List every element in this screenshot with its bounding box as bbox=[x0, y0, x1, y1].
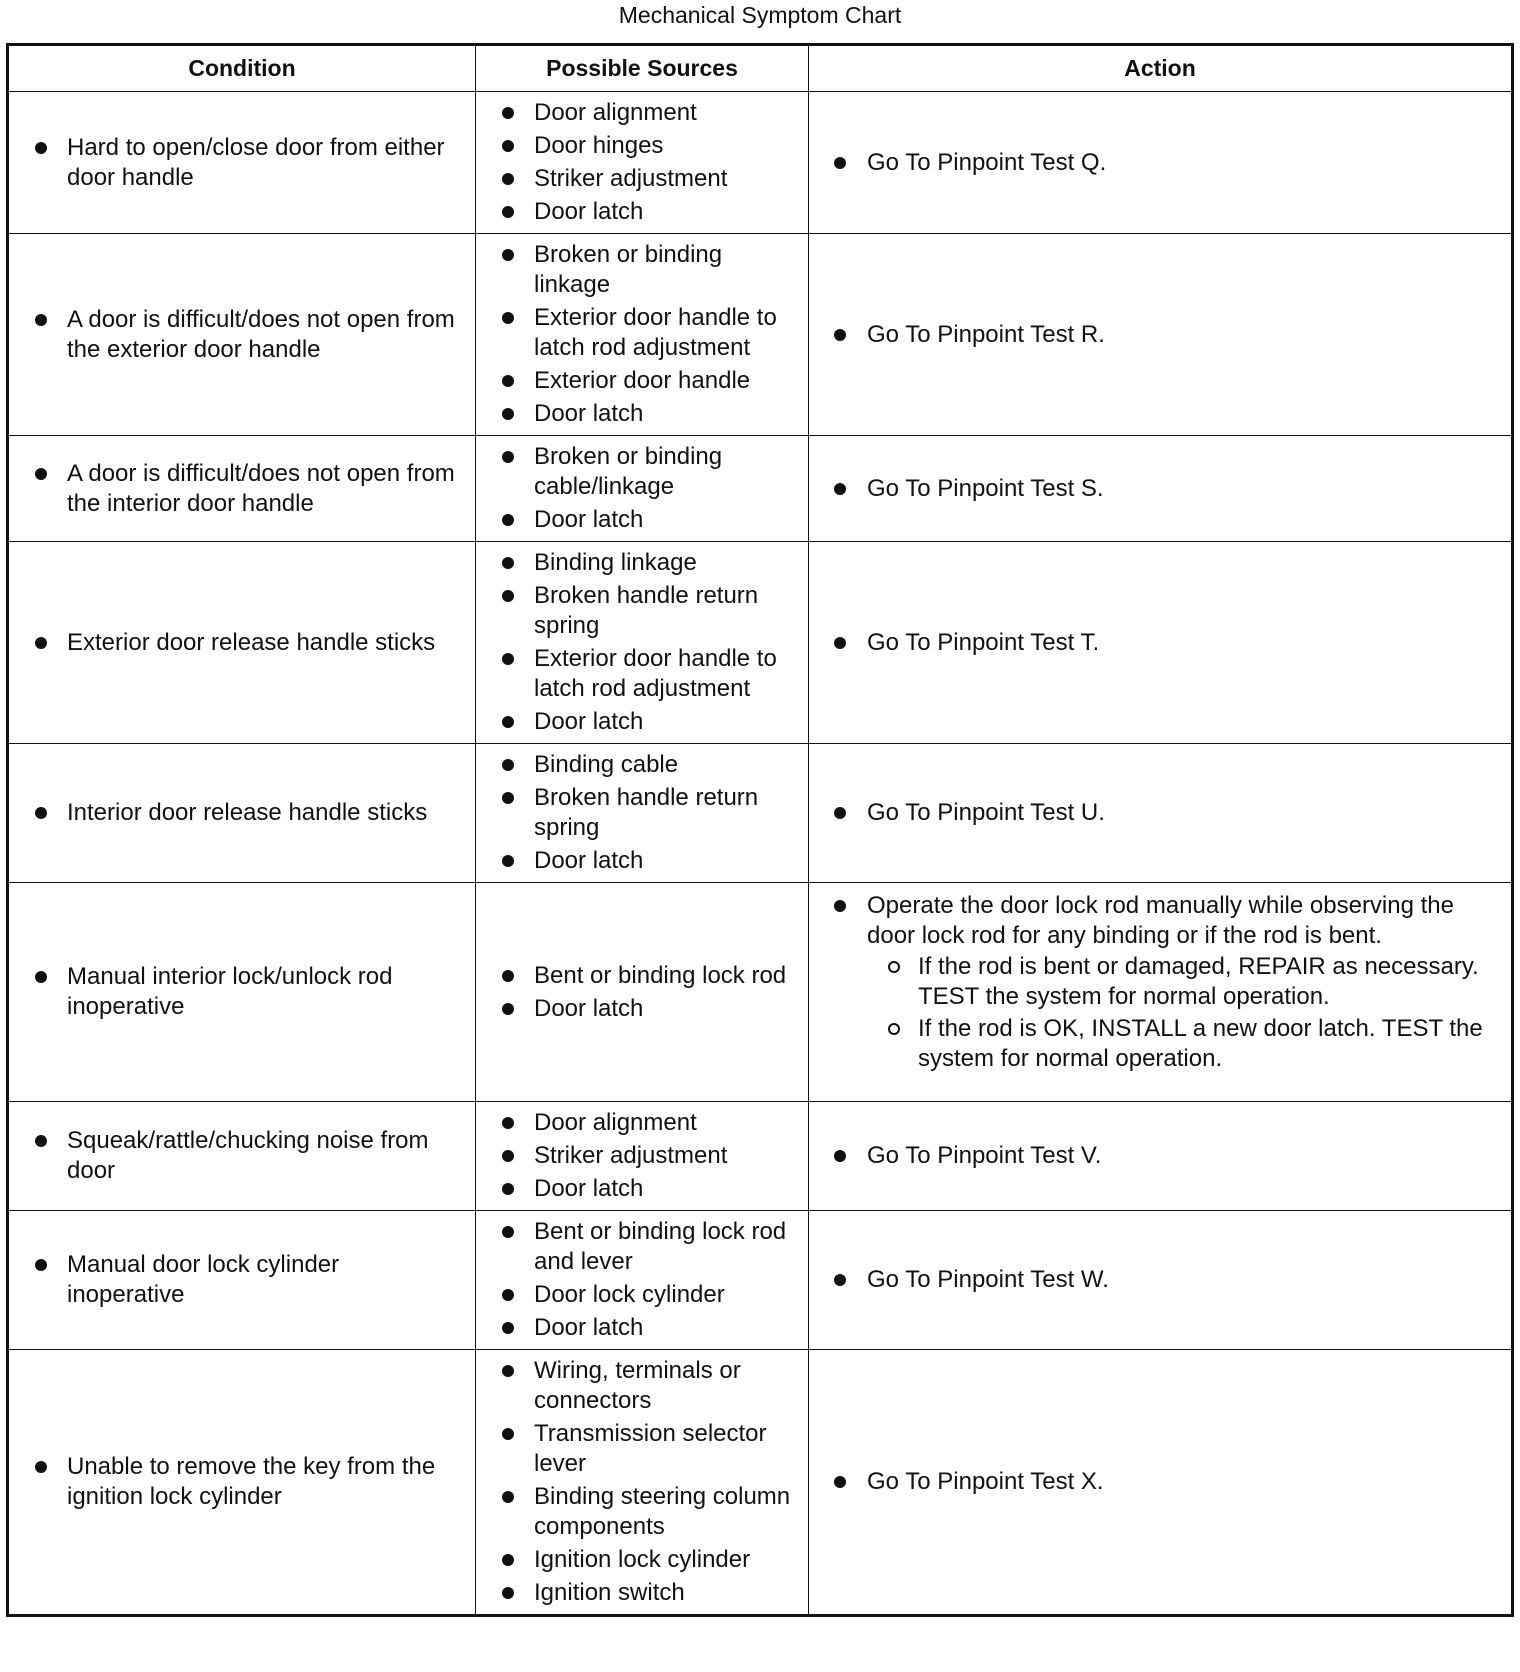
condition-text: Interior door release handle sticks bbox=[67, 798, 463, 828]
condition-cell bbox=[8, 1211, 476, 1350]
header-condition: Condition bbox=[8, 45, 476, 92]
source-item: Bent or binding lock rod bbox=[534, 961, 802, 991]
condition-cell bbox=[8, 542, 476, 744]
source-item: Binding cable bbox=[534, 750, 802, 780]
condition-text: Unable to remove the key from the ignition lock cylinder bbox=[67, 1452, 463, 1512]
sources-cell bbox=[476, 1211, 809, 1350]
action-text: Go To Pinpoint Test W. bbox=[867, 1265, 1501, 1295]
condition-text: Manual interior lock/unlock rod inoperative bbox=[67, 962, 463, 1022]
source-item: Door latch bbox=[534, 505, 802, 535]
sources-cell bbox=[476, 234, 809, 436]
source-item: Door alignment bbox=[534, 1108, 802, 1138]
table-row bbox=[8, 744, 1513, 883]
source-item: Door latch bbox=[534, 197, 802, 227]
source-item: Door latch bbox=[534, 399, 802, 429]
table-row bbox=[8, 436, 1513, 542]
sources-cell bbox=[476, 542, 809, 744]
table-row bbox=[8, 1211, 1513, 1350]
source-item: Exterior door handle to latch rod adjustment bbox=[534, 644, 802, 704]
action-text: Go To Pinpoint Test S. bbox=[867, 474, 1501, 504]
table-row bbox=[8, 883, 1513, 1102]
source-item: Door lock cylinder bbox=[534, 1280, 802, 1310]
source-item: Ignition lock cylinder bbox=[534, 1545, 802, 1575]
symptom-chart-table bbox=[6, 43, 1514, 1617]
action-text: Operate the door lock rod manually while observing the door lock rod for any binding or if the rod is bent. bbox=[867, 892, 1454, 949]
action-text: Go To Pinpoint Test Q. bbox=[867, 148, 1501, 178]
source-item: Broken handle return spring bbox=[534, 581, 802, 641]
action-text: Go To Pinpoint Test X. bbox=[867, 1467, 1501, 1497]
source-item: Broken or binding linkage bbox=[534, 240, 802, 300]
source-item: Door latch bbox=[534, 1313, 802, 1343]
source-item: Broken or binding cable/linkage bbox=[534, 442, 802, 502]
source-item: Door latch bbox=[534, 846, 802, 876]
source-item: Broken handle return spring bbox=[534, 783, 802, 843]
action-cell bbox=[809, 744, 1513, 883]
source-item: Door latch bbox=[534, 707, 802, 737]
sources-cell bbox=[476, 883, 809, 1102]
condition-cell bbox=[8, 234, 476, 436]
action-text: Go To Pinpoint Test U. bbox=[867, 798, 1501, 828]
condition-cell bbox=[8, 1350, 476, 1616]
source-item: Door hinges bbox=[534, 131, 802, 161]
page-title: Mechanical Symptom Chart bbox=[618, 2, 902, 28]
condition-text: Squeak/rattle/chucking noise from door bbox=[67, 1126, 463, 1186]
header-action: Action bbox=[809, 45, 1513, 92]
action-cell bbox=[809, 1350, 1513, 1616]
source-item: Exterior door handle to latch rod adjustment bbox=[534, 303, 802, 363]
table-row bbox=[8, 234, 1513, 436]
action-text: Go To Pinpoint Test R. bbox=[867, 320, 1501, 350]
table-row bbox=[8, 92, 1513, 234]
sources-cell bbox=[476, 92, 809, 234]
source-item: Binding linkage bbox=[534, 548, 802, 578]
source-item: Bent or binding lock rod and lever bbox=[534, 1217, 802, 1277]
table-row bbox=[8, 542, 1513, 744]
condition-text: A door is difficult/does not open from the exterior door handle bbox=[67, 305, 463, 365]
condition-cell bbox=[8, 436, 476, 542]
header-possible-sources: Possible Sources bbox=[476, 45, 809, 92]
condition-text: A door is difficult/does not open from the interior door handle bbox=[67, 459, 463, 519]
source-item: Door latch bbox=[534, 1174, 802, 1204]
action-cell bbox=[809, 1211, 1513, 1350]
source-item: Striker adjustment bbox=[534, 164, 802, 194]
action-cell bbox=[809, 92, 1513, 234]
source-item: Wiring, terminals or connectors bbox=[534, 1356, 802, 1416]
action-text: Go To Pinpoint Test V. bbox=[867, 1141, 1501, 1171]
action-cell bbox=[809, 436, 1513, 542]
table-row bbox=[8, 1102, 1513, 1211]
sources-cell bbox=[476, 1102, 809, 1211]
condition-text: Manual door lock cylinder inoperative bbox=[67, 1250, 463, 1310]
source-item: Transmission selector lever bbox=[534, 1419, 802, 1479]
source-item: Striker adjustment bbox=[534, 1141, 802, 1171]
action-text: Go To Pinpoint Test T. bbox=[867, 628, 1501, 658]
action-cell bbox=[809, 1102, 1513, 1211]
condition-text: Hard to open/close door from either door handle bbox=[67, 133, 463, 193]
condition-cell bbox=[8, 744, 476, 883]
condition-text: Exterior door release handle sticks bbox=[67, 628, 463, 658]
source-item: Door latch bbox=[534, 994, 802, 1024]
condition-cell bbox=[8, 1102, 476, 1211]
action-step: If the rod is OK, INSTALL a new door latch. TEST the system for normal operation. bbox=[918, 1014, 1501, 1074]
sources-cell bbox=[476, 744, 809, 883]
source-item: Exterior door handle bbox=[534, 366, 802, 396]
source-item: Binding steering column components bbox=[534, 1482, 802, 1542]
action-cell bbox=[809, 883, 1513, 1102]
sources-cell bbox=[476, 436, 809, 542]
action-item bbox=[867, 891, 1501, 1074]
action-cell bbox=[809, 234, 1513, 436]
sources-cell bbox=[476, 1350, 809, 1616]
action-cell bbox=[809, 542, 1513, 744]
source-item: Door alignment bbox=[534, 98, 802, 128]
condition-cell bbox=[8, 883, 476, 1102]
header-row bbox=[8, 45, 1513, 92]
condition-cell bbox=[8, 92, 476, 234]
table-row bbox=[8, 1350, 1513, 1616]
action-step: If the rod is bent or damaged, REPAIR as necessary. TEST the system for normal operation. bbox=[918, 952, 1501, 1012]
source-item: Ignition switch bbox=[534, 1578, 802, 1608]
